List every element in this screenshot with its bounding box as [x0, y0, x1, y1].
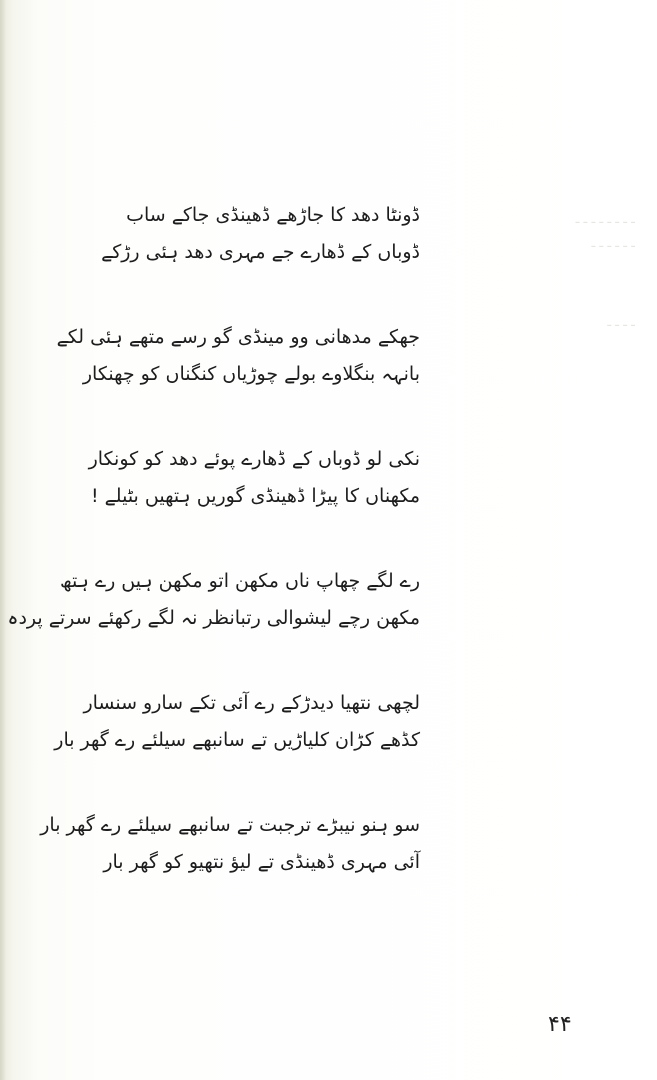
stanza-2 — [56, 326, 420, 401]
verse-line: آئی مہری ڈھینڈی تے لیؤ نتھیو کو گھر بار — [103, 851, 420, 873]
verse-line: مکھن رچے لیشوالی رتبانظر نہ لگے رکھئے سرتے پردہ — [7, 607, 420, 629]
bleed-through-text: ـ ـ ـ ـ — [607, 315, 635, 330]
verse-line: سو ہنو نیبڑے ترجبت تے سانبھے سیلئے رے گھر بار — [40, 814, 420, 836]
verse-line: بانہہ بنگلاوے بولے چوڑیاں کنگناں کو چھنکار — [82, 363, 420, 385]
page-number: ۴۴ — [548, 1012, 572, 1037]
verse-line: مکھناں کا پیڑا ڈھینڈی گوریں ہتھیں بٹیلے ! — [91, 485, 420, 507]
verse-line: جھکے مدھانی وو مینڈی گو رسے متھے ہئی لکے — [56, 326, 420, 348]
verse-line: ڈونٹا دھد کا جاڑھے ڈھینڈی جاکے ساب — [126, 204, 420, 226]
verse-line: ڈوباں کے ڈھارے جے مہری دھد ہئی رڑکے — [101, 241, 420, 263]
page-edge-shadow — [0, 0, 6, 1080]
verse-line: رے لگے چھاپ ناں مکھن اتو مکھن ہیں رے ہتھ — [60, 570, 420, 592]
bleed-through-text: ـ ـ ـ ـ ـ ـ — [591, 236, 635, 251]
poem — [7, 204, 420, 937]
stanza-3 — [88, 448, 420, 523]
stanza-1 — [101, 204, 420, 279]
stanza-6 — [40, 814, 420, 889]
verse-line: نکی لو ڈوباں کے ڈھارے پوئے دھد کو کونکار — [88, 448, 420, 470]
verse-line: کڈھے کڑان کلیاڑیں تے سانبھے سیلئے رے گھر بار — [54, 729, 420, 751]
stanza-4 — [7, 570, 420, 645]
verse-line: لچھی نتھیا دیدڑکے رے آئی تکے سارو سنسار — [83, 692, 420, 714]
stanza-5 — [54, 692, 420, 767]
bleed-through-text: ـ ـ ـ ـ ـ ـ ـ ـ — [575, 212, 635, 227]
